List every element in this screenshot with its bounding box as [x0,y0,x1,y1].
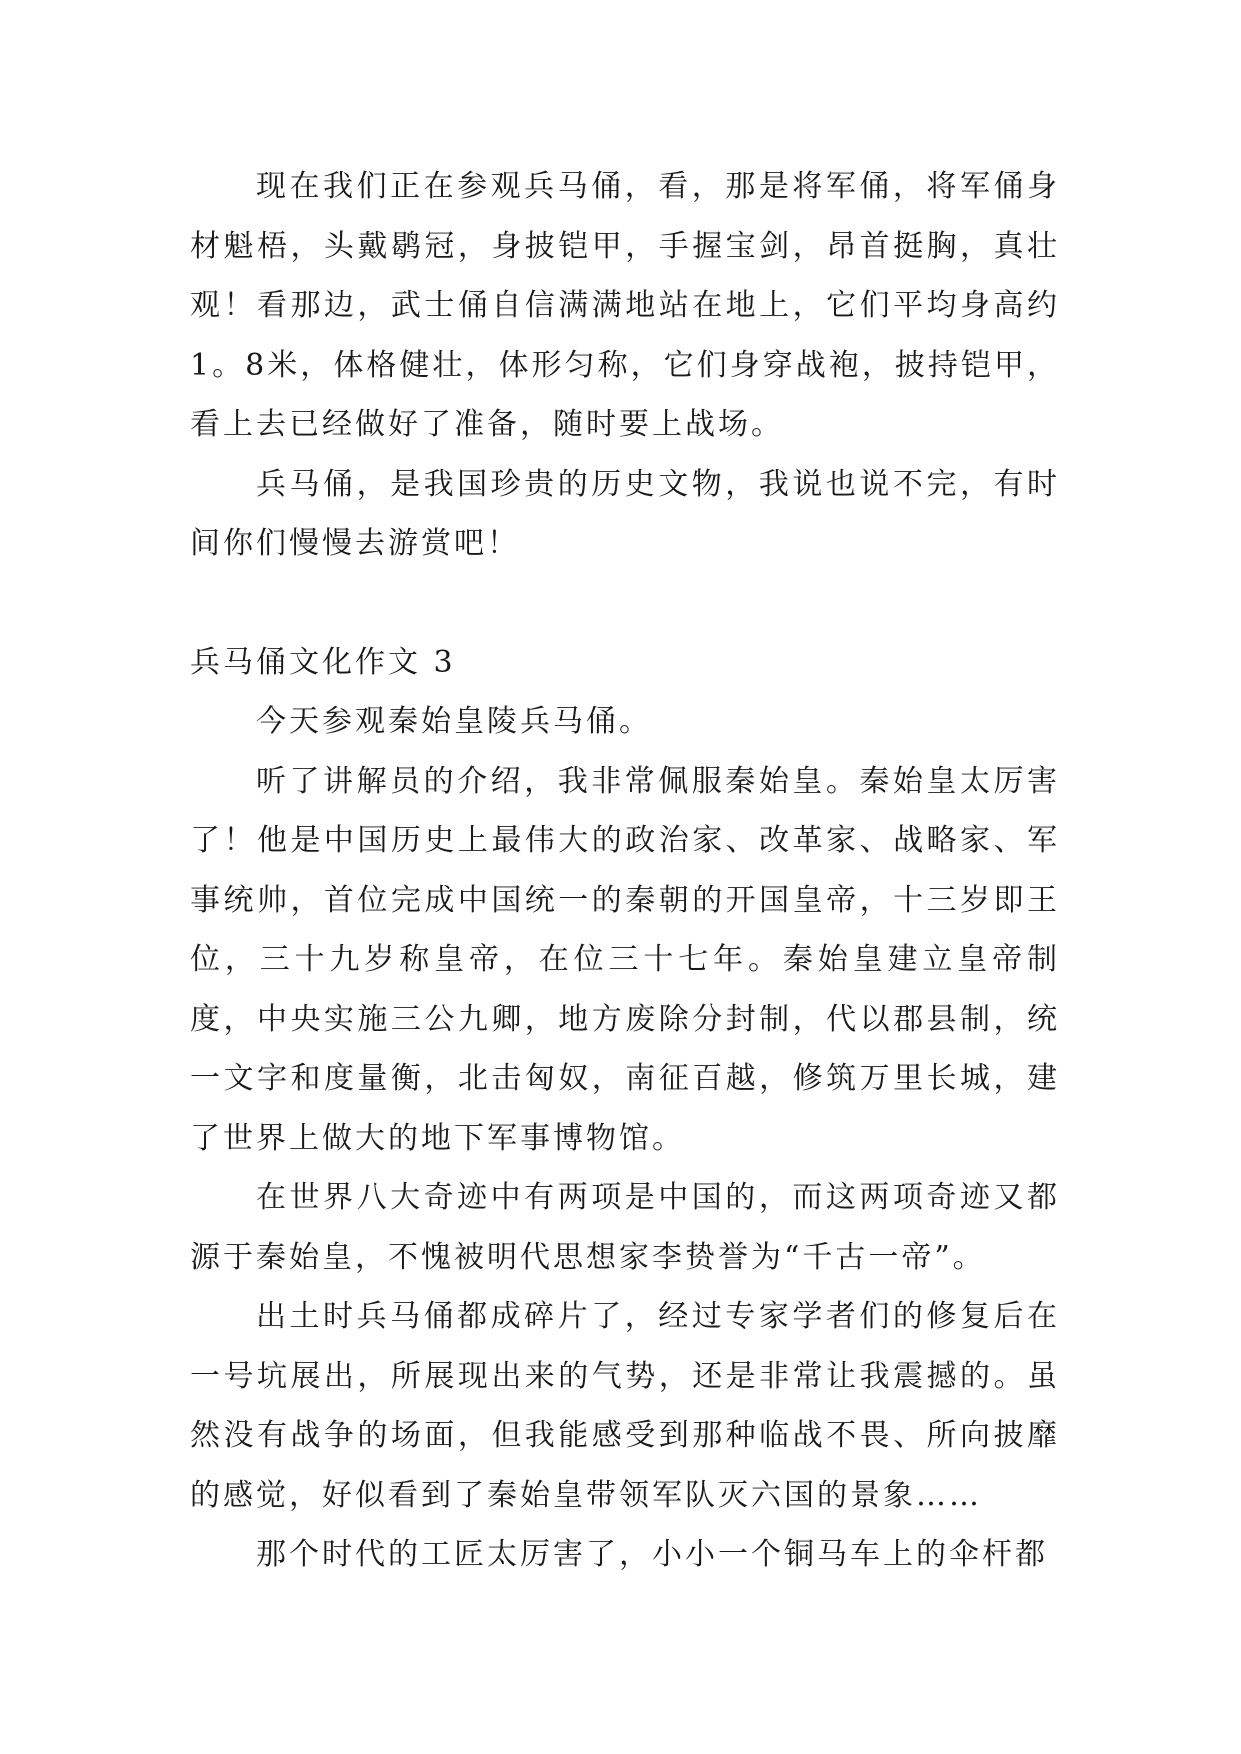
document-body [190,157,1060,1585]
section-title: 兵马俑文化作文 3 [190,644,456,680]
paragraph: 出土时兵马俑都成碎片了，经过专家学者们的修复后在一号坑展出，所展现出来的气势，还是非常让我震撼的。虽然没有战争的场面，但我能感受到那种临战不畏、所向披靡的感觉，好似看到了秦始皇带领军队灭六国的景象…… [190,1299,1060,1513]
paragraph: 听了讲解员的介绍，我非常佩服秦始皇。秦始皇太厉害了！他是中国历史上最伟大的政治家、改革家、战略家、军事统帅，首位完成中国统一的秦朝的开国皇帝，十三岁即王位，三十九岁称皇帝，在位三十七年。秦始皇建立皇帝制度，中央实施三公九卿，地方废除分封制，代以郡县制，统一文字和度量衡，北击匈奴，南征百越，修筑万里长城，建了世界上做大的地下军事博物馆。 [190,763,1060,1156]
paragraph: 现在我们正在参观兵马俑，看，那是将军俑，将军俑身材魁梧，头戴鹖冠，身披铠甲，手握宝剑，昂首挺胸，真壮观！看那边，武士俑自信满满地站在地上，它们平均身高约1。8米，体格健壮，体形匀称，它们身穿战袍，披持铠甲，看上去已经做好了准备，随时要上战场。 [190,169,1060,442]
section-spacer [190,574,1060,633]
paragraph: 在世界八大奇迹中有两项是中国的，而这两项奇迹又都源于秦始皇，不愧被明代思想家李贽誉为“千古一帝”。 [190,1180,1060,1275]
paragraph: 那个时代的工匠太厉害了，小小一个铜马车上的伞杆都 [256,1537,1048,1572]
paragraph: 兵马俑，是我国珍贵的历史文物，我说也说不完，有时间你们慢慢去游赏吧！ [190,466,1060,561]
paragraph: 今天参观秦始皇陵兵马俑。 [256,704,652,739]
